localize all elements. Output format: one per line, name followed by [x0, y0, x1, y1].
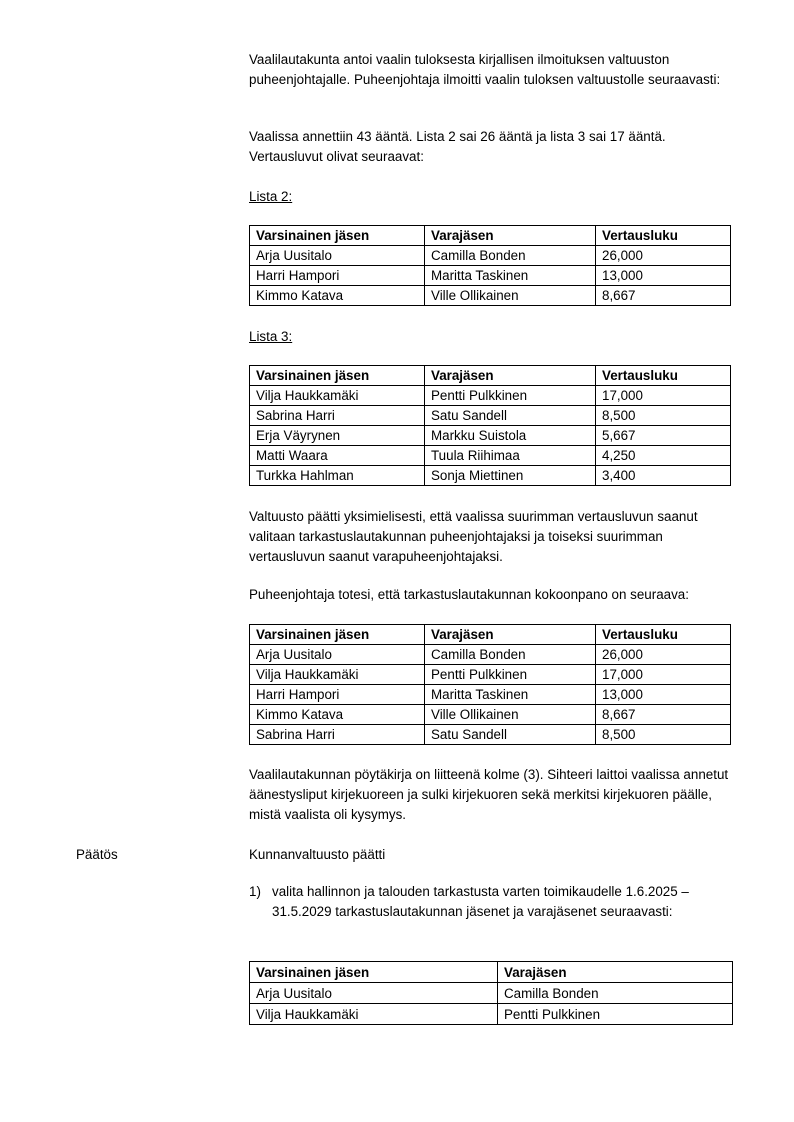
table-cell: 8,500 — [596, 725, 731, 745]
table-lista-3 — [249, 365, 731, 486]
table-cell: Ville Ollikainen — [425, 705, 596, 725]
table-cell: Kimmo Katava — [250, 705, 425, 725]
table-cell: Kimmo Katava — [250, 286, 425, 306]
table-row — [250, 246, 731, 266]
table-cell: Tuula Riihimaa — [425, 446, 596, 466]
table-row — [250, 446, 731, 466]
table-cell: Matti Waara — [250, 446, 425, 466]
table-row — [250, 386, 731, 406]
table-cell: Sabrina Harri — [250, 406, 425, 426]
table-cell: Satu Sandell — [425, 406, 596, 426]
table-cell: 26,000 — [596, 645, 731, 665]
header-cell: Varajäsen — [498, 962, 733, 983]
table-row — [250, 705, 731, 725]
table-row — [250, 406, 731, 426]
table-cell: 13,000 — [596, 266, 731, 286]
heading-lista-2: Lista 2: — [249, 189, 293, 204]
table-cell: Harri Hampori — [250, 685, 425, 705]
table-cell: Maritta Taskinen — [425, 266, 596, 286]
list-item-text: valita hallinnon ja talouden tarkastusta varten toimikaudelle 1.6.2025 – 31.5.2029 tarkastuslautakunnan jäsenet ja varajäsenet seuraavasti: — [272, 884, 689, 919]
table-row — [250, 426, 731, 446]
header-cell: Varsinainen jäsen — [250, 366, 425, 386]
table-cell: Vilja Haukkamäki — [250, 1004, 498, 1025]
header-cell: Vertausluku — [596, 366, 731, 386]
table-cell: Camilla Bonden — [425, 246, 596, 266]
table-header-row — [250, 226, 731, 246]
table-cell: 5,667 — [596, 426, 731, 446]
table-cell: 4,250 — [596, 446, 731, 466]
table-row — [250, 983, 733, 1004]
header-cell: Varsinainen jäsen — [250, 962, 498, 983]
table-row — [250, 725, 731, 745]
table-cell: Sonja Miettinen — [425, 466, 596, 486]
table-cell: Vilja Haukkamäki — [250, 665, 425, 685]
table-row — [250, 645, 731, 665]
table-kokoonpano — [249, 624, 731, 745]
table-valitut — [249, 961, 733, 1025]
table-cell: 17,000 — [596, 386, 731, 406]
table-cell: Pentti Pulkkinen — [425, 386, 596, 406]
table-cell: Sabrina Harri — [250, 725, 425, 745]
table-row — [250, 665, 731, 685]
table-cell: Vilja Haukkamäki — [250, 386, 425, 406]
table-row — [250, 685, 731, 705]
header-cell: Vertausluku — [596, 625, 731, 645]
header-cell: Varajäsen — [425, 366, 596, 386]
table-cell: 17,000 — [596, 665, 731, 685]
table-cell: 8,667 — [596, 705, 731, 725]
decision-label: Päätös — [76, 847, 118, 862]
table-row — [250, 266, 731, 286]
table-header-row — [250, 366, 731, 386]
paragraph-election-report: Vaalilautakunta antoi vaalin tuloksesta kirjallisen ilmoituksen valtuuston puheenjohtajalle. Puheenjohtaja ilmoitti vaalin tuloksen valtuustolle seuraavasti: — [249, 52, 721, 87]
table-row — [250, 466, 731, 486]
paragraph-composition-intro: Puheenjohtaja totesi, että tarkastuslautakunnan kokoonpano on seuraava: — [249, 587, 689, 602]
table-cell: 8,500 — [596, 406, 731, 426]
table-cell: Pentti Pulkkinen — [425, 665, 596, 685]
table-cell: Arja Uusitalo — [250, 246, 425, 266]
table-cell: Satu Sandell — [425, 725, 596, 745]
table-header-row — [250, 625, 731, 645]
table-cell: 26,000 — [596, 246, 731, 266]
table-cell: Erja Väyrynen — [250, 426, 425, 446]
table-lista-2 — [249, 225, 731, 306]
table-cell: Arja Uusitalo — [250, 645, 425, 665]
paragraph-votes-summary: Vaalissa annettiin 43 ääntä. Lista 2 sai 26 ääntä ja lista 3 sai 17 ääntä. Vertausluvut olivat seuraavat: — [249, 129, 666, 164]
table-cell: 13,000 — [596, 685, 731, 705]
header-cell: Varajäsen — [425, 625, 596, 645]
table-header-row — [250, 962, 733, 983]
table-cell: Turkka Hahlman — [250, 466, 425, 486]
table-cell: Camilla Bonden — [425, 645, 596, 665]
table-cell: Arja Uusitalo — [250, 983, 498, 1004]
header-cell: Varsinainen jäsen — [250, 625, 425, 645]
list-item-number: 1) — [249, 884, 261, 899]
table-cell: Harri Hampori — [250, 266, 425, 286]
paragraph-council-decision: Valtuusto päätti yksimielisesti, että vaalissa suurimman vertausluvun saanut valitaan tarkastuslautakunnan puheenjohtajaksi ja toiseksi suurimman vertausluvun saanut varapuheenjohtajaksi. — [249, 509, 698, 564]
header-cell: Varsinainen jäsen — [250, 226, 425, 246]
table-cell: Camilla Bonden — [498, 983, 733, 1004]
table-cell: Ville Ollikainen — [425, 286, 596, 306]
table-cell: Maritta Taskinen — [425, 685, 596, 705]
header-cell: Varajäsen — [425, 226, 596, 246]
table-cell: Pentti Pulkkinen — [498, 1004, 733, 1025]
table-row — [250, 1004, 733, 1025]
heading-lista-3: Lista 3: — [249, 329, 293, 344]
header-cell: Vertausluku — [596, 226, 731, 246]
table-cell: Markku Suistola — [425, 426, 596, 446]
paragraph-minutes-note: Vaalilautakunnan pöytäkirja on liitteenä kolme (3). Sihteeri laittoi vaalissa annetut äänestysliput kirjekuoreen ja sulki kirjekuoren sekä merkitsi kirjekuoren päälle, mistä vaalista oli kysymys. — [249, 767, 729, 822]
table-row — [250, 286, 731, 306]
decision-intro: Kunnanvaltuusto päätti — [249, 847, 386, 862]
table-cell: 3,400 — [596, 466, 731, 486]
table-cell: 8,667 — [596, 286, 731, 306]
